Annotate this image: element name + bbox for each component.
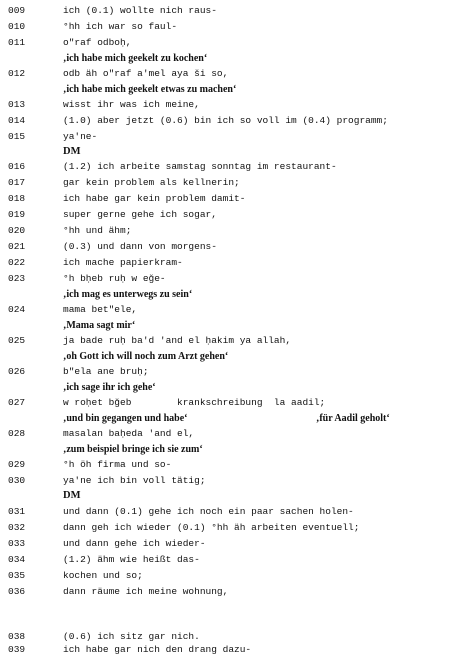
transcript-line (0, 36, 476, 49)
transcript-line (0, 176, 476, 189)
gloss-text: ‚ich sage ihr ich gehe‘ (63, 382, 156, 393)
transcript-line (0, 256, 476, 269)
transcript-line (0, 272, 476, 285)
gloss-line (0, 288, 476, 301)
line-number: 036 (8, 586, 26, 597)
line-text: °h bḥeb ruḥ w eğe- (63, 273, 166, 284)
gloss-text: ‚Mama sagt mir‘ (63, 320, 136, 331)
line-text: dann räume ich meine wohnung, (63, 586, 229, 597)
line-number: 033 (8, 538, 26, 549)
transcript-line (0, 224, 476, 237)
line-text: ya'ne- (63, 131, 98, 142)
line-number: 016 (8, 161, 26, 172)
discourse-marker-label: DM (63, 490, 81, 501)
line-text: °hh ich war so faul- (63, 21, 178, 32)
gloss-line (0, 52, 476, 65)
line-text: masalan baḥeda 'and el, (63, 428, 195, 439)
transcript-line (0, 521, 476, 534)
line-text: ich mache papierkram- (63, 257, 183, 268)
line-number: 029 (8, 459, 26, 470)
line-number: 012 (8, 68, 26, 79)
gloss-line (0, 319, 476, 332)
line-text: kochen und so; (63, 570, 143, 581)
line-number: 018 (8, 193, 26, 204)
line-number: 021 (8, 241, 26, 252)
transcript-line (0, 67, 476, 80)
line-number: 011 (8, 37, 26, 48)
transcript-line (0, 20, 476, 33)
line-text: (0.3) und dann von morgens- (63, 241, 217, 252)
line-text: w roḥet bğeb krankschreibung la aadil; (63, 397, 326, 408)
line-number: 014 (8, 115, 26, 126)
gloss-line (0, 145, 476, 158)
transcript-line (0, 474, 476, 487)
line-text: °hh und ähm; (63, 225, 132, 236)
line-number: 028 (8, 428, 26, 439)
line-text: dann geh ich wieder (0.1) °hh äh arbeiten eventuell; (63, 522, 360, 533)
line-number: 010 (8, 21, 26, 32)
line-text: wisst ihr was ich meine, (63, 99, 200, 110)
transcript-line (0, 427, 476, 440)
line-number: 019 (8, 209, 26, 220)
line-text: odb äh o"raf a'mel aya ši so, (63, 68, 229, 79)
transcript-line (0, 192, 476, 205)
line-number: 039 (8, 644, 26, 655)
line-number: 030 (8, 475, 26, 486)
line-text: ja bade ruḥ ba'd 'and el ḥakim ya allah, (63, 335, 292, 346)
line-text: °h öh firma und so- (63, 459, 172, 470)
line-number: 034 (8, 554, 26, 565)
transcript-line (0, 537, 476, 550)
line-number: 038 (8, 631, 26, 642)
transcript-line (0, 396, 476, 409)
transcript-line (0, 130, 476, 143)
gloss-text: ‚und bin gegangen und habe‘ (63, 413, 188, 424)
line-text: (1.2) ich arbeite samstag sonntag im restaurant- (63, 161, 337, 172)
gloss-line (0, 600, 476, 613)
line-number: 035 (8, 570, 26, 581)
gloss-text: ‚zum beispiel bringe ich sie zum‘ (63, 444, 203, 455)
line-number: 031 (8, 506, 26, 517)
line-text: o"raf odboḥ, (63, 37, 132, 48)
transcript-line (0, 334, 476, 347)
line-number: 013 (8, 99, 26, 110)
transcript-line (0, 553, 476, 566)
transcript-line (0, 160, 476, 173)
transcript-line (0, 505, 476, 518)
discourse-marker-label: DM (63, 146, 81, 157)
gloss-line (0, 412, 476, 425)
transcript-line (0, 585, 476, 598)
transcript-line (0, 114, 476, 127)
transcript-line (0, 569, 476, 582)
line-number: 024 (8, 304, 26, 315)
line-text: (0.6) ich sitz gar nich. (63, 631, 200, 642)
gloss-line (0, 83, 476, 96)
line-number: 032 (8, 522, 26, 533)
line-text: b"ela ane bruḥ; (63, 366, 149, 377)
line-text: (1.2) ähm wie heißt das- (63, 554, 200, 565)
line-number: 026 (8, 366, 26, 377)
line-text: ya'ne ich bin voll tätig; (63, 475, 206, 486)
line-text: ich habe gar nich den drang dazu- (63, 644, 252, 655)
line-text: mama bet"ele, (63, 304, 138, 315)
transcript-line (0, 630, 476, 643)
transcript-line (0, 458, 476, 471)
line-number: 017 (8, 177, 26, 188)
line-text: ich (0.1) wollte nich raus- (63, 5, 217, 16)
line-text: und dann gehe ich wieder- (63, 538, 206, 549)
transcript-line (0, 98, 476, 111)
line-text: ich habe gar kein problem damit- (63, 193, 246, 204)
gloss-line (0, 443, 476, 456)
transcript-line (0, 240, 476, 253)
line-number: 027 (8, 397, 26, 408)
transcript-line (0, 303, 476, 316)
line-number: 009 (8, 5, 26, 16)
line-text: gar kein problem als kellnerin; (63, 177, 240, 188)
line-number: 022 (8, 257, 26, 268)
transcript-line (0, 615, 476, 628)
gloss-line (0, 381, 476, 394)
gloss-text: ‚für Aadil geholt‘ (316, 413, 390, 424)
line-number: 023 (8, 273, 26, 284)
gloss-line (0, 350, 476, 363)
line-number: 020 (8, 225, 26, 236)
line-number: 015 (8, 131, 26, 142)
gloss-text: ‚ich mag es unterwegs zu sein‘ (63, 289, 193, 300)
line-text: super gerne gehe ich sogar, (63, 209, 217, 220)
transcript-line (0, 208, 476, 221)
line-text: (1.0) aber jetzt (0.6) bin ich so voll im (0.4) programm; (63, 115, 388, 126)
gloss-text: ‚ich habe mich geekelt zu kochen‘ (63, 53, 208, 64)
line-number: 025 (8, 335, 26, 346)
gloss-line (0, 489, 476, 502)
transcript-line (0, 643, 476, 656)
gloss-text: ‚oh Gott ich will noch zum Arzt gehen‘ (63, 351, 229, 362)
line-text: und dann (0.1) gehe ich noch ein paar sachen holen- (63, 506, 354, 517)
transcript-line (0, 365, 476, 378)
transcript-line (0, 4, 476, 17)
gloss-text: ‚ich habe mich geekelt etwas zu machen‘ (63, 84, 237, 95)
